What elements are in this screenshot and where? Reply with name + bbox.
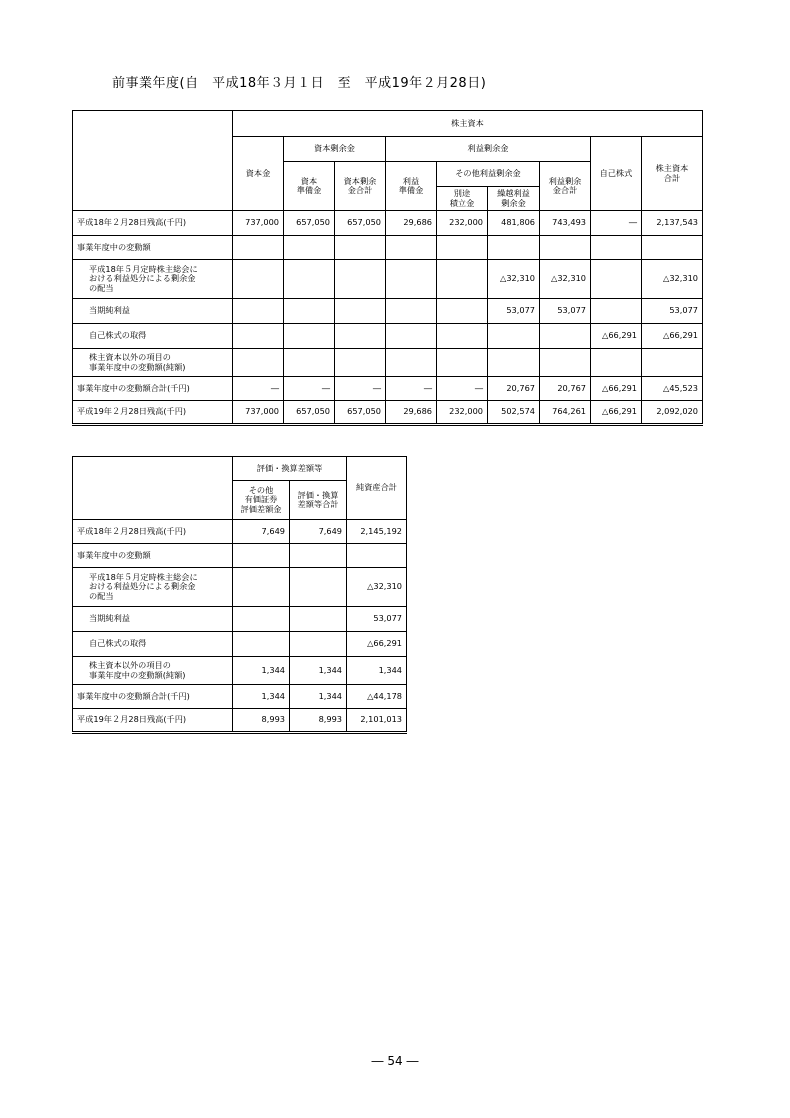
value-cell: 53,077 bbox=[488, 299, 540, 324]
header-blank-cell bbox=[73, 111, 233, 211]
value-cell: ― bbox=[591, 211, 642, 236]
value-cell bbox=[591, 236, 642, 260]
value-cell: 737,000 bbox=[233, 401, 284, 425]
value-cell bbox=[233, 607, 290, 632]
table-row bbox=[73, 401, 703, 425]
header-retained-earnings: 利益剰余金 bbox=[386, 137, 591, 162]
value-cell: 2,145,192 bbox=[347, 520, 407, 544]
row-label: 株主資本以外の項目の 事業年度中の変動額(純額) bbox=[73, 349, 233, 377]
value-cell bbox=[290, 568, 347, 607]
value-cell bbox=[233, 324, 284, 349]
value-cell: △32,310 bbox=[488, 260, 540, 299]
value-cell bbox=[335, 260, 386, 299]
value-cell: 481,806 bbox=[488, 211, 540, 236]
value-cell: 1,344 bbox=[347, 657, 407, 685]
row-label: 当期純利益 bbox=[73, 607, 233, 632]
value-cell bbox=[335, 324, 386, 349]
value-cell: 232,000 bbox=[437, 401, 488, 425]
value-cell bbox=[488, 349, 540, 377]
row-label: 平成18年２月28日残高(千円) bbox=[73, 520, 233, 544]
row-label: 平成18年５月定時株主総会に おける利益処分による剰余金 の配当 bbox=[73, 260, 233, 299]
value-cell: △66,291 bbox=[591, 377, 642, 401]
value-cell: △32,310 bbox=[642, 260, 703, 299]
value-cell: 502,574 bbox=[488, 401, 540, 425]
row-label: 当期純利益 bbox=[73, 299, 233, 324]
value-cell: 20,767 bbox=[540, 377, 591, 401]
value-cell: 657,050 bbox=[284, 401, 335, 425]
value-cell: △32,310 bbox=[540, 260, 591, 299]
header-retained-total: 利益剰余 金合計 bbox=[540, 162, 591, 211]
value-cell: 29,686 bbox=[386, 211, 437, 236]
header-securities-diff: その他 有価証券 評価差額金 bbox=[233, 481, 290, 520]
value-cell bbox=[335, 236, 386, 260]
value-cell bbox=[488, 324, 540, 349]
value-cell bbox=[290, 607, 347, 632]
header-valuation: 評価・換算差額等 bbox=[233, 457, 347, 481]
row-label: 平成18年５月定時株主総会に おける利益処分による剰余金 の配当 bbox=[73, 568, 233, 607]
value-cell bbox=[591, 299, 642, 324]
value-cell bbox=[386, 324, 437, 349]
header-treasury-stock: 自己株式 bbox=[591, 137, 642, 211]
value-cell bbox=[386, 260, 437, 299]
value-cell: 53,077 bbox=[540, 299, 591, 324]
value-cell: ― bbox=[386, 377, 437, 401]
value-cell: ― bbox=[233, 377, 284, 401]
value-cell: 20,767 bbox=[488, 377, 540, 401]
value-cell bbox=[284, 324, 335, 349]
header-blank-cell bbox=[73, 457, 233, 520]
value-cell bbox=[642, 236, 703, 260]
shareholders-equity-table bbox=[72, 110, 703, 426]
value-cell: 1,344 bbox=[290, 685, 347, 709]
table-row bbox=[73, 632, 407, 657]
value-cell bbox=[591, 260, 642, 299]
header-other-retained: その他利益剰余金 bbox=[437, 162, 540, 187]
value-cell bbox=[233, 544, 290, 568]
header-general-reserve: 別途 積立金 bbox=[437, 187, 488, 211]
value-cell bbox=[233, 260, 284, 299]
value-cell bbox=[437, 324, 488, 349]
table-row bbox=[73, 324, 703, 349]
value-cell bbox=[284, 349, 335, 377]
table-row bbox=[73, 211, 703, 236]
value-cell: 2,137,543 bbox=[642, 211, 703, 236]
value-cell: 764,261 bbox=[540, 401, 591, 425]
value-cell: 7,649 bbox=[233, 520, 290, 544]
value-cell bbox=[386, 349, 437, 377]
value-cell bbox=[437, 299, 488, 324]
value-cell bbox=[386, 299, 437, 324]
header-capital-reserve: 資本 準備金 bbox=[284, 162, 335, 211]
value-cell: 743,493 bbox=[540, 211, 591, 236]
value-cell bbox=[540, 349, 591, 377]
page-heading: 前事業年度(自 平成18年３月１日 至 平成19年２月28日) bbox=[112, 76, 487, 91]
value-cell bbox=[488, 236, 540, 260]
value-cell bbox=[437, 349, 488, 377]
value-cell: 2,092,020 bbox=[642, 401, 703, 425]
table-row bbox=[73, 709, 407, 733]
value-cell: 232,000 bbox=[437, 211, 488, 236]
value-cell: 53,077 bbox=[347, 607, 407, 632]
table-row bbox=[73, 377, 703, 401]
header-net-assets-total: 純資産合計 bbox=[347, 457, 407, 520]
table-row bbox=[73, 607, 407, 632]
value-cell bbox=[284, 236, 335, 260]
value-cell: 2,101,013 bbox=[347, 709, 407, 733]
value-cell: 1,344 bbox=[290, 657, 347, 685]
value-cell: △45,523 bbox=[642, 377, 703, 401]
table-row bbox=[73, 299, 703, 324]
table-row bbox=[73, 349, 703, 377]
value-cell: ― bbox=[437, 377, 488, 401]
value-cell: △66,291 bbox=[591, 324, 642, 349]
table-row bbox=[73, 236, 703, 260]
row-label: 事業年度中の変動額 bbox=[73, 544, 233, 568]
value-cell bbox=[290, 544, 347, 568]
table-row bbox=[73, 544, 407, 568]
value-cell bbox=[540, 324, 591, 349]
value-cell bbox=[233, 299, 284, 324]
header-capital-surplus: 資本剰余金 bbox=[284, 137, 386, 162]
row-label: 自己株式の取得 bbox=[73, 324, 233, 349]
value-cell: △66,291 bbox=[347, 632, 407, 657]
value-cell bbox=[335, 299, 386, 324]
value-cell: △66,291 bbox=[642, 324, 703, 349]
row-label: 事業年度中の変動額合計(千円) bbox=[73, 377, 233, 401]
value-cell bbox=[290, 632, 347, 657]
value-cell: 737,000 bbox=[233, 211, 284, 236]
header-capital-surplus-total: 資本剰余 金合計 bbox=[335, 162, 386, 211]
value-cell bbox=[233, 568, 290, 607]
value-cell: 7,649 bbox=[290, 520, 347, 544]
value-cell: 8,993 bbox=[290, 709, 347, 733]
row-label: 平成19年２月28日残高(千円) bbox=[73, 709, 233, 733]
valuation-difference-table bbox=[72, 456, 407, 734]
value-cell: △32,310 bbox=[347, 568, 407, 607]
header-valuation-total: 評価・換算 差額等合計 bbox=[290, 481, 347, 520]
value-cell: △44,178 bbox=[347, 685, 407, 709]
table-row bbox=[73, 260, 703, 299]
row-label: 平成19年２月28日残高(千円) bbox=[73, 401, 233, 425]
row-label: 事業年度中の変動額 bbox=[73, 236, 233, 260]
row-label: 事業年度中の変動額合計(千円) bbox=[73, 685, 233, 709]
value-cell bbox=[335, 349, 386, 377]
value-cell bbox=[642, 349, 703, 377]
row-label: 自己株式の取得 bbox=[73, 632, 233, 657]
row-label: 平成18年２月28日残高(千円) bbox=[73, 211, 233, 236]
value-cell bbox=[591, 349, 642, 377]
header-capital-stock: 資本金 bbox=[233, 137, 284, 211]
value-cell: 657,050 bbox=[335, 211, 386, 236]
value-cell: △66,291 bbox=[591, 401, 642, 425]
table-row bbox=[73, 520, 407, 544]
value-cell: 29,686 bbox=[386, 401, 437, 425]
value-cell: ― bbox=[284, 377, 335, 401]
value-cell bbox=[437, 236, 488, 260]
header-legal-reserve: 利益 準備金 bbox=[386, 162, 437, 211]
table-row bbox=[73, 685, 407, 709]
value-cell: 8,993 bbox=[233, 709, 290, 733]
table-row bbox=[73, 568, 407, 607]
value-cell bbox=[347, 544, 407, 568]
value-cell: 53,077 bbox=[642, 299, 703, 324]
header-carried-forward: 繰越利益 剰余金 bbox=[488, 187, 540, 211]
table-row bbox=[73, 657, 407, 685]
value-cell bbox=[386, 236, 437, 260]
value-cell: ― bbox=[335, 377, 386, 401]
value-cell bbox=[437, 260, 488, 299]
value-cell bbox=[284, 260, 335, 299]
value-cell bbox=[233, 349, 284, 377]
value-cell: 1,344 bbox=[233, 685, 290, 709]
value-cell bbox=[233, 632, 290, 657]
value-cell: 1,344 bbox=[233, 657, 290, 685]
value-cell bbox=[284, 299, 335, 324]
row-label: 株主資本以外の項目の 事業年度中の変動額(純額) bbox=[73, 657, 233, 685]
page-number: ― 54 ― bbox=[371, 1054, 419, 1068]
value-cell bbox=[233, 236, 284, 260]
value-cell: 657,050 bbox=[335, 401, 386, 425]
value-cell: 657,050 bbox=[284, 211, 335, 236]
header-shareholders-equity: 株主資本 bbox=[233, 111, 703, 137]
header-equity-total: 株主資本 合計 bbox=[642, 137, 703, 211]
value-cell bbox=[540, 236, 591, 260]
